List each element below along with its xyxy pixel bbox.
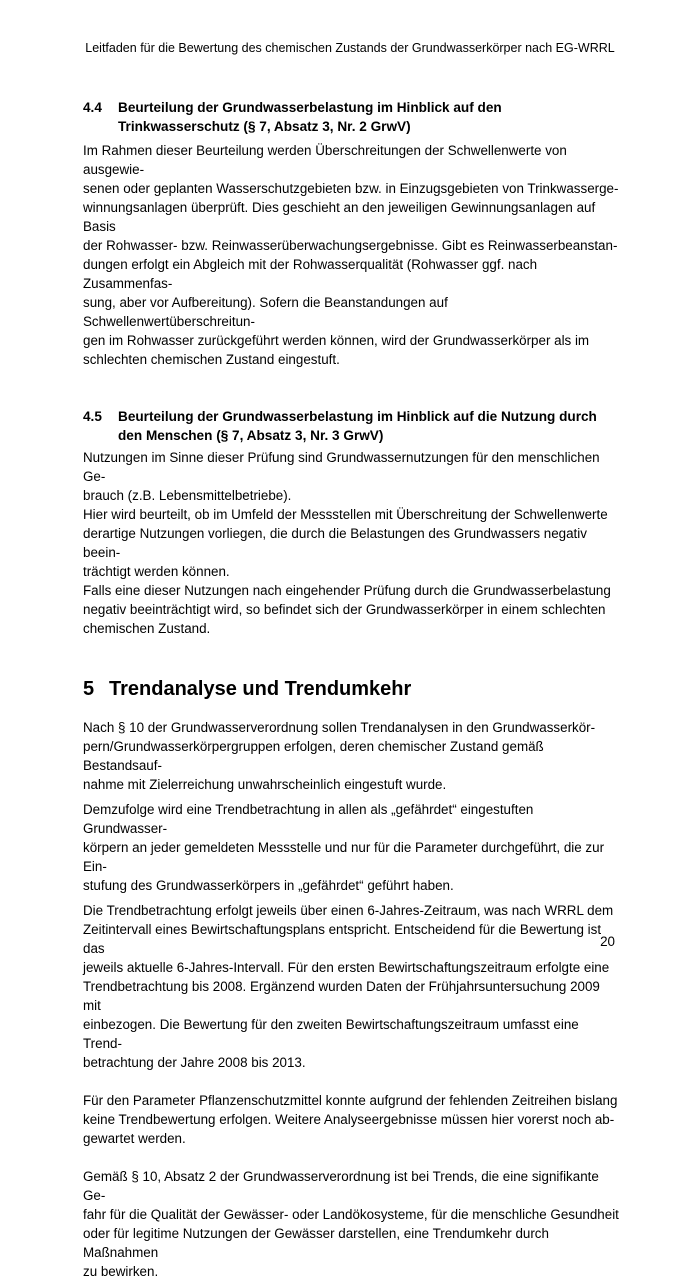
text-line: gen im Rohwasser zurückgeführt werden können, wird der Grundwasserkörper als im [83,333,590,348]
running-header: Leitfaden für die Bewertung des chemischen Zustands der Grundwasserkörper nach EG-WRRL [85,41,615,55]
paragraph [83,718,619,794]
chapter-number: 5 [83,678,95,700]
text-line: sung, aber vor Aufbereitung). Sofern die Beanstandungen auf Schwellenwertüberschreitun- [83,295,448,329]
text-line: einbezogen. Die Bewertung für den zweiten Bewirtschaftungszeitraum umfasst eine Trend- [83,1017,579,1051]
text-line: negativ beeinträchtigt wird, so befindet sich der Grundwasserkörper in einem schlechten [83,602,606,617]
section-heading [83,407,619,445]
section-heading [83,98,619,136]
text-line: pern/Grundwasserkörpergruppen erfolgen, deren chemischer Zustand gemäß Bestandsauf- [83,739,544,773]
section-body [83,141,619,369]
text-line: dungen erfolgt ein Abgleich mit der Rohwasserqualität (Rohwasser ggf. nach Zusammenfas- [83,257,538,291]
text-line: derartige Nutzungen vorliegen, die durch die Belastungen des Grundwassers negativ beein- [83,526,587,560]
section-number: 4.5 [83,409,102,424]
paragraph [83,1167,619,1281]
section-4-5 [83,407,619,638]
text-line: trächtigt werden können. [83,564,230,579]
text-line: körpern an jeder gemeldeten Messstelle und nur für die Parameter durchgeführt, die zur Ein- [83,840,605,874]
text-line: zu bewirken. [83,1264,159,1279]
section-title: Beurteilung der Grundwasserbelastung im Hinblick auf den Trinkwasserschutz (§ 7, Absatz 3, Nr. 2 GrwV) [118,100,502,134]
text-line: schlechten chemischen Zustand eingestuft. [83,352,340,367]
text-line: Hier wird beurteilt, ob im Umfeld der Messstellen mit Überschreitung der Schwellenwerte [83,507,608,522]
text-line: Demzufolge wird eine Trendbetrachtung in allen als „gefährdet“ eingestuften Grundwasser- [83,802,534,836]
text-line: Trendbetrachtung bis 2008. Ergänzend wurden Daten der Frühjahrsuntersuchung 2009 mit [83,979,600,1013]
text-line: chemischen Zustand. [83,621,211,636]
section-4-4 [83,98,619,369]
text-line: gewartet werden. [83,1131,186,1146]
paragraph [83,901,619,1072]
text-line: Für den Parameter Pflanzenschutzmittel konnte aufgrund der fehlenden Zeitreihen bislang [83,1093,618,1108]
text-line: keine Trendbewertung erfolgen. Weitere Analyseergebnisse müssen hier vorerst noch ab- [83,1112,615,1127]
text-line: oder für legitime Nutzungen der Gewässer darstellen, eine Trendumkehr durch Maßnahmen [83,1226,549,1260]
text-line: nahme mit Zielerreichung unwahrscheinlich eingestuft wurde. [83,777,447,792]
text-line: winnungsanlagen überprüft. Dies geschieht an den jeweiligen Gewinnungsanlagen auf Basis [83,200,596,234]
text-line: brauch (z.B. Lebensmittelbetriebe). [83,488,292,503]
text-line: Nutzungen im Sinne dieser Prüfung sind Grundwassernutzungen für den menschlichen Ge- [83,450,600,484]
chapter-body [83,718,619,1281]
text-line: Zeitintervall eines Bewirtschaftungsplans entspricht. Entscheidend für die Bewertung ist das [83,922,602,956]
text-line: Im Rahmen dieser Beurteilung werden Überschreitungen der Schwellenwerte von ausgewie- [83,143,567,177]
section-title: Beurteilung der Grundwasserbelastung im Hinblick auf die Nutzung durch den Menschen (§ 7, Absatz 3, Nr. 3 GrwV) [118,409,597,443]
chapter-title: Trendanalyse und Trendumkehr [109,678,412,700]
section-number: 4.4 [83,100,102,115]
page-content [83,98,619,1287]
text-line: Die Trendbetrachtung erfolgt jeweils über einen 6-Jahres-Zeitraum, was nach WRRL dem [83,903,614,918]
text-line: betrachtung der Jahre 2008 bis 2013. [83,1055,306,1070]
text-line: der Rohwasser- bzw. Reinwasserüberwachungsergebnisse. Gibt es Reinwasserbeanstan- [83,238,618,253]
paragraph [83,1091,619,1148]
text-line: Nach § 10 der Grundwasserverordnung sollen Trendanalysen in den Grundwasserkör- [83,720,596,735]
chapter-heading [83,675,619,703]
text-line: stufung des Grundwasserkörpers in „gefährdet“ geführt haben. [83,878,454,893]
paragraph [83,800,619,895]
text-line: Gemäß § 10, Absatz 2 der Grundwasserverordnung ist bei Trends, die eine signifikante Ge- [83,1169,599,1203]
text-line: Falls eine dieser Nutzungen nach eingehender Prüfung durch die Grundwasserbelastung [83,583,611,598]
section-body [83,448,619,638]
text-line: fahr für die Qualität der Gewässer- oder Landökosysteme, für die menschliche Gesundheit [83,1207,619,1222]
text-line: senen oder geplanten Wasserschutzgebieten bzw. in Einzugsgebieten von Trinkwasserge- [83,181,619,196]
page-number: 20 [600,934,615,949]
text-line: jeweils aktuelle 6-Jahres-Intervall. Für den ersten Bewirtschaftungszeitraum erfolgte eine [83,960,610,975]
